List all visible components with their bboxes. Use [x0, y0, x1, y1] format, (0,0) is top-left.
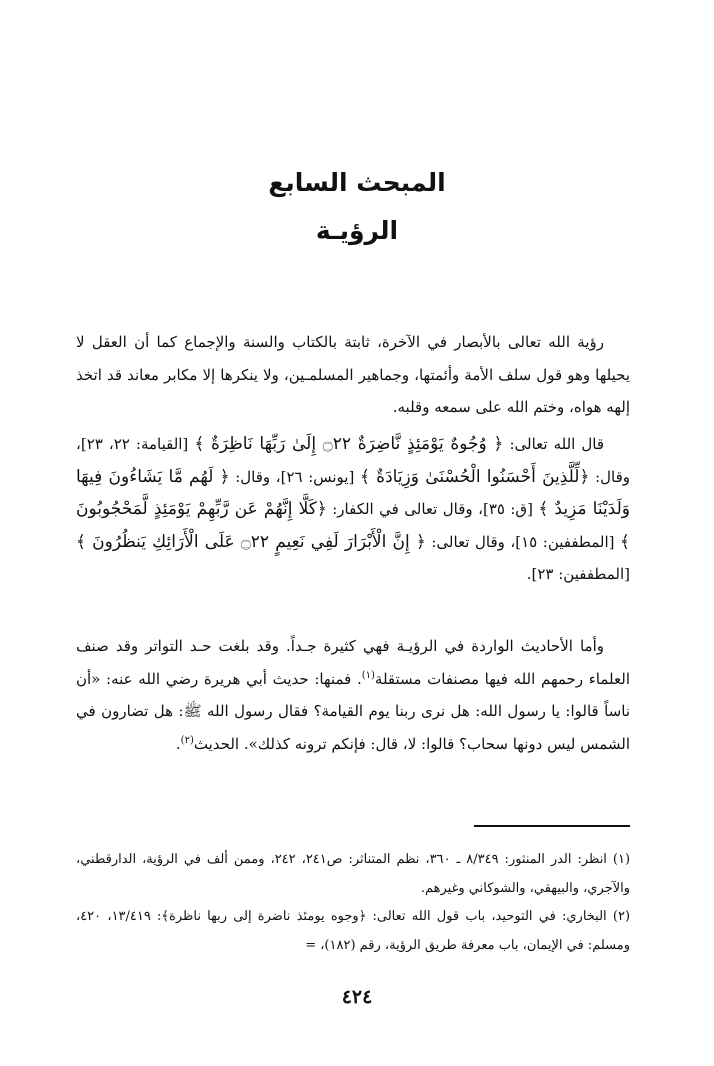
quran-verse: ﴿كَلَّا إِنَّهُمْ عَن رَّبِّهِمْ يَوْمَئِذٍ لَّمَحْجُوبُونَ ﴾ [76, 499, 630, 552]
text-run: قال الله تعالى: [503, 435, 605, 453]
intro-paragraph: رؤية الله تعالى بالأبصار في الآخرة، ثابتة بالكتاب والسنة والإجماع كما أن العقل لا يحيلها وهو قول سلف الأمة وأئمتها، وجماهير المسلمـين، ولا ينكرها إلا مكابر معاند قد اتخذ إلهه هواه، وختم الله على سمعه وقلبه. [76, 333, 630, 416]
quran-verse: ﴿ لَهُم مَّا يَشَاءُونَ فِيهَا وَلَدَيْنَا مَزِيدٌ ﴾ [76, 466, 630, 519]
footnote-2: (٢) البخاري: في التوحيد، باب قول الله تعالى: ﴿وجوه يومئذ ناضرة إلى ربها ناظرة﴾: ١٣/٤١٩، ٤٢٠، ومسلم: في الإيمان، باب معرفة طريق الرؤية، رقم (١٨٢)، = [76, 909, 631, 953]
footnote-ref-1[interactable]: (١) [361, 669, 375, 681]
quran-verse: ﴿ وُجُوهٌ يَوْمَئِذٍ نَّاضِرَةٌ ۝٢٢ إِلَىٰ رَبِّهَا نَاظِرَةٌ ﴾ [194, 434, 504, 454]
text-run: [القيامة: ٢٢، ٢٣]، وقال: [76, 435, 631, 486]
text-run: وأما الأحاديث الواردة في الرؤيـة فهي كثيرة جـداً. وقد بلغت حـد التواتر وقد صنف العلماء رحمهم الله فيها مصنفات مستقلة [76, 637, 630, 688]
footnotes [76, 846, 630, 960]
text-run: [المطففين: ٢٣]. [526, 565, 630, 583]
text-run: [المطففين: ١٥]، وقال تعالى: [425, 532, 621, 551]
section-title: المبحث السابع [268, 168, 446, 197]
page-number: ٤٢٤ [341, 986, 373, 1008]
section-subtitle: الرؤيـة [315, 216, 399, 245]
text-run: [ق: ٣٥]، وقال تعالى في الكفار: [326, 500, 539, 518]
footnote-separator [474, 825, 630, 827]
hadith-paragraph [76, 630, 630, 760]
footnote-ref-2[interactable]: (٢) [180, 734, 194, 746]
footnote-1: (١) انظر: الدر المنثور: ٨/٣٤٩ ـ ٣٦٠، نظم المتناثر: ص٢٤١، ٢٤٢، وممن ألف في الرؤية، الدارقطني، والآجري، والبيهقي، والشوكاني وغيرهم. [76, 852, 631, 896]
text-run: [يونس: ٢٦]، وقال: [229, 467, 360, 486]
quran-evidence-paragraph [76, 428, 630, 591]
quran-verse: ﴿لِّلَّذِينَ أَحْسَنُوا الْحُسْنَىٰ وَزِيَادَةٌ ﴾ [359, 466, 590, 487]
text-run: . فمنها: حديث أبي هريرة رضي الله عنه: «أن ناساً قالوا: يا رسول الله: هل نرى ربنا يوم القيامة؟ فقال رسول الله ﷺ: هل تضارون في الشمس ليس دونها سحاب؟ قالوا: لا، قال: فإنكم ترونه كذلك». الحديث [76, 669, 630, 753]
quran-verse: ﴿ إِنَّ الْأَبْرَارَ لَفِي نَعِيمٍ ۝٢٢ عَلَى الْأَرَائِكِ يَنظُرُونَ ﴾ [76, 531, 426, 552]
text-run: . [175, 734, 181, 753]
